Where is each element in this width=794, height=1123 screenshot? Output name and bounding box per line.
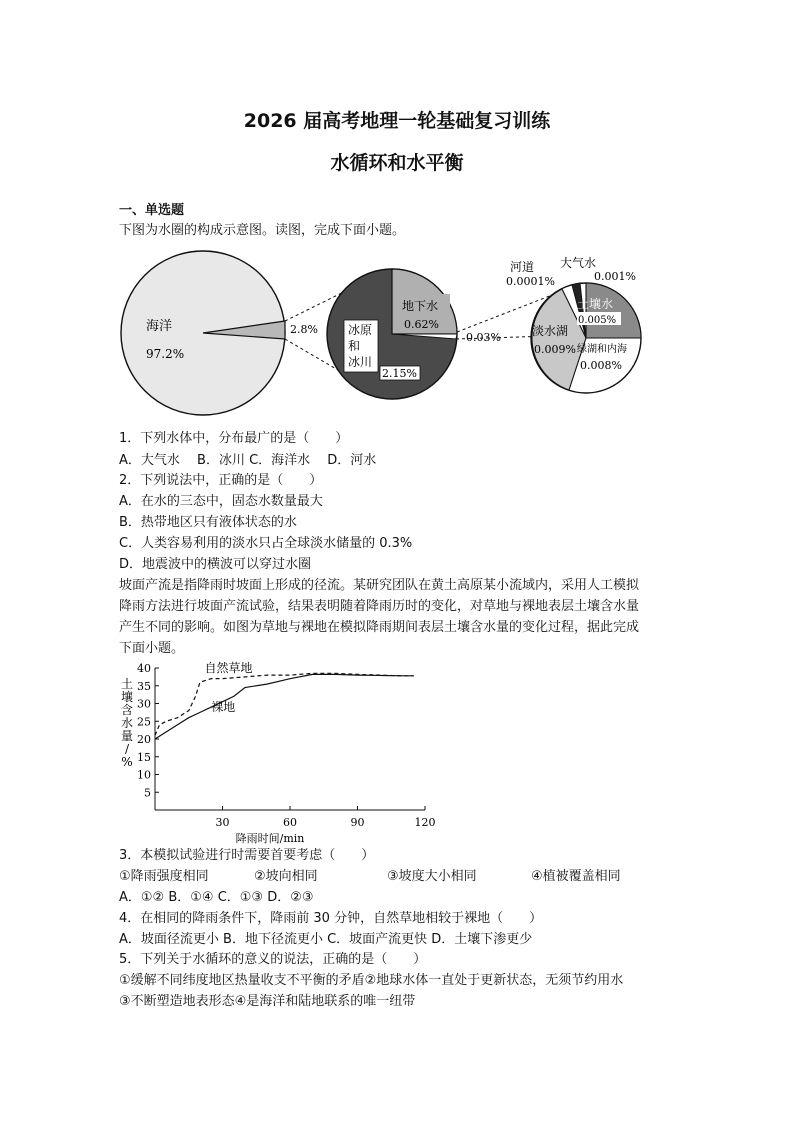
question-3-stem: 3．本模拟试验进行时需要首要考虑（ ） [119, 848, 375, 863]
air-water-value: 0.001% [594, 270, 636, 283]
y-axis-label-char: 壤 [120, 690, 134, 704]
q3-item: ④植被覆盖相同 [531, 869, 621, 884]
question-3-options: A．①② B．①④ C．①③ D．②③ [119, 890, 314, 905]
passage-line: 坡面产流是指降雨时坡面上形成的径流。某研究团队在黄土高原某小流域内，采用人工模拟 [119, 578, 640, 593]
question-5-line-2: ③不断塑造地表形态④是海洋和陆地联系的唯一纽带 [119, 994, 416, 1009]
question-1-stem: 1．下列水体中，分布最广的是（ ） [119, 431, 349, 446]
soil-water-value: 0.005% [578, 315, 617, 326]
series-label: 裸地 [211, 699, 236, 714]
x-tick-label: 120 [414, 816, 435, 829]
section-heading: 一、单选题 [119, 203, 185, 218]
question-2-option-b: B．热带地区只有液体状态的水 [119, 515, 297, 530]
question-5-stem: 5．下列关于水循环的意义的说法，正确的是（ ） [119, 952, 427, 967]
fresh-lake-value: 0.009% [534, 343, 576, 356]
salt-lake-label: 绿湖和内海 [577, 344, 627, 355]
question-2-option-d: D．地震波中的横波可以穿过水圈 [119, 557, 312, 572]
other-water-value: 0.03% [466, 331, 501, 344]
question-2-stem: 2．下列说法中，正确的是（ ） [119, 473, 323, 488]
y-tick-label: 35 [137, 679, 151, 693]
passage-line: 降雨方法进行坡面产流试验，结果表明随着降雨历时的变化，对草地与裸地表层土壤含水量 [119, 599, 640, 614]
groundwater-label: 地下水 [402, 299, 439, 313]
question-2-option-a: A．在水的三态中，固态水数量最大 [119, 494, 323, 509]
ocean-label: 海洋 [146, 319, 173, 334]
y-tick-label: 25 [137, 715, 151, 729]
page-subtitle: 水循环和水平衡 [330, 152, 464, 174]
x-tick-label: 30 [215, 816, 230, 829]
y-axis-label-char: 水 [120, 716, 134, 730]
hydrosphere-diagram [110, 250, 670, 425]
question-5-line-1: ①缓解不同纬度地区热量收支不平衡的矛盾②地球水体一直处于更新状态，无须节约用水 [119, 973, 624, 988]
air-water-label: 大气水 [560, 256, 597, 270]
river-value: 0.0001% [506, 275, 555, 288]
question-1-options: A．大气水 B．冰川 C．海洋水 D．河水 [119, 453, 377, 468]
question-2-option-c: C．人类容易利用的淡水只占全球淡水储量的 0.3% [119, 536, 413, 551]
ice-label-2: 和 [348, 339, 361, 353]
page-title: 2026 届高考地理一轮基础复习训练 [243, 110, 551, 132]
question-4-options: A．坡面径流更小 B．地下径流更小 C．坡面产流更快 D．土壤下渗更少 [119, 932, 533, 947]
ice-label-1: 冰原 [348, 323, 373, 337]
x-axis-label: 降雨时间/min [235, 832, 305, 845]
ice-label-3: 冰川 [348, 355, 373, 369]
series-label: 自然草地 [204, 660, 253, 675]
soil-water-label: 土壤水 [577, 297, 614, 311]
question-4-stem: 4．在相同的降雨条件下，降雨前 30 分钟，自然草地相较于裸地（ ） [119, 911, 543, 926]
y-axis-label-char: 含 [120, 703, 134, 717]
q3-item: ②坡向相同 [254, 869, 318, 884]
y-tick-label: 20 [137, 733, 151, 746]
y-tick-label: 15 [137, 750, 151, 764]
land-water-value: 2.8% [290, 323, 318, 336]
y-tick-label: 5 [144, 786, 151, 800]
q3-item: ①降雨强度相同 [119, 869, 209, 884]
x-tick-label: 90 [350, 816, 365, 829]
y-axis-label-char: % [121, 755, 133, 769]
x-tick-label: 60 [283, 816, 297, 829]
q3-item: ③坡度大小相同 [387, 869, 477, 884]
ice-value: 2.15% [382, 367, 417, 380]
fresh-lake-label: 淡水湖 [532, 324, 569, 338]
y-tick-label: 40 [137, 662, 151, 675]
y-tick-label: 10 [137, 768, 151, 782]
salt-lake-value: 0.008% [580, 359, 622, 372]
groundwater-value: 0.62% [404, 318, 439, 331]
series-line-0 [155, 673, 414, 735]
y-tick-label: 30 [137, 697, 151, 711]
ocean-value: 97.2% [146, 347, 185, 361]
soil-moisture-chart [115, 660, 435, 845]
series-line-1 [155, 674, 414, 739]
passage-line: 产生不同的影响。如图为草地与裸地在模拟降雨期间表层土壤含水量的变化过程，据此完成 [119, 620, 640, 635]
passage-line: 下面小题。 [119, 641, 185, 656]
y-axis-label-char: / [124, 742, 130, 756]
river-label: 河道 [510, 260, 535, 274]
y-axis-label-char: 土 [120, 677, 134, 691]
y-axis-label-char: 量 [120, 729, 134, 743]
intro-text: 下图为水圈的构成示意图。读图，完成下面小题。 [119, 223, 406, 238]
